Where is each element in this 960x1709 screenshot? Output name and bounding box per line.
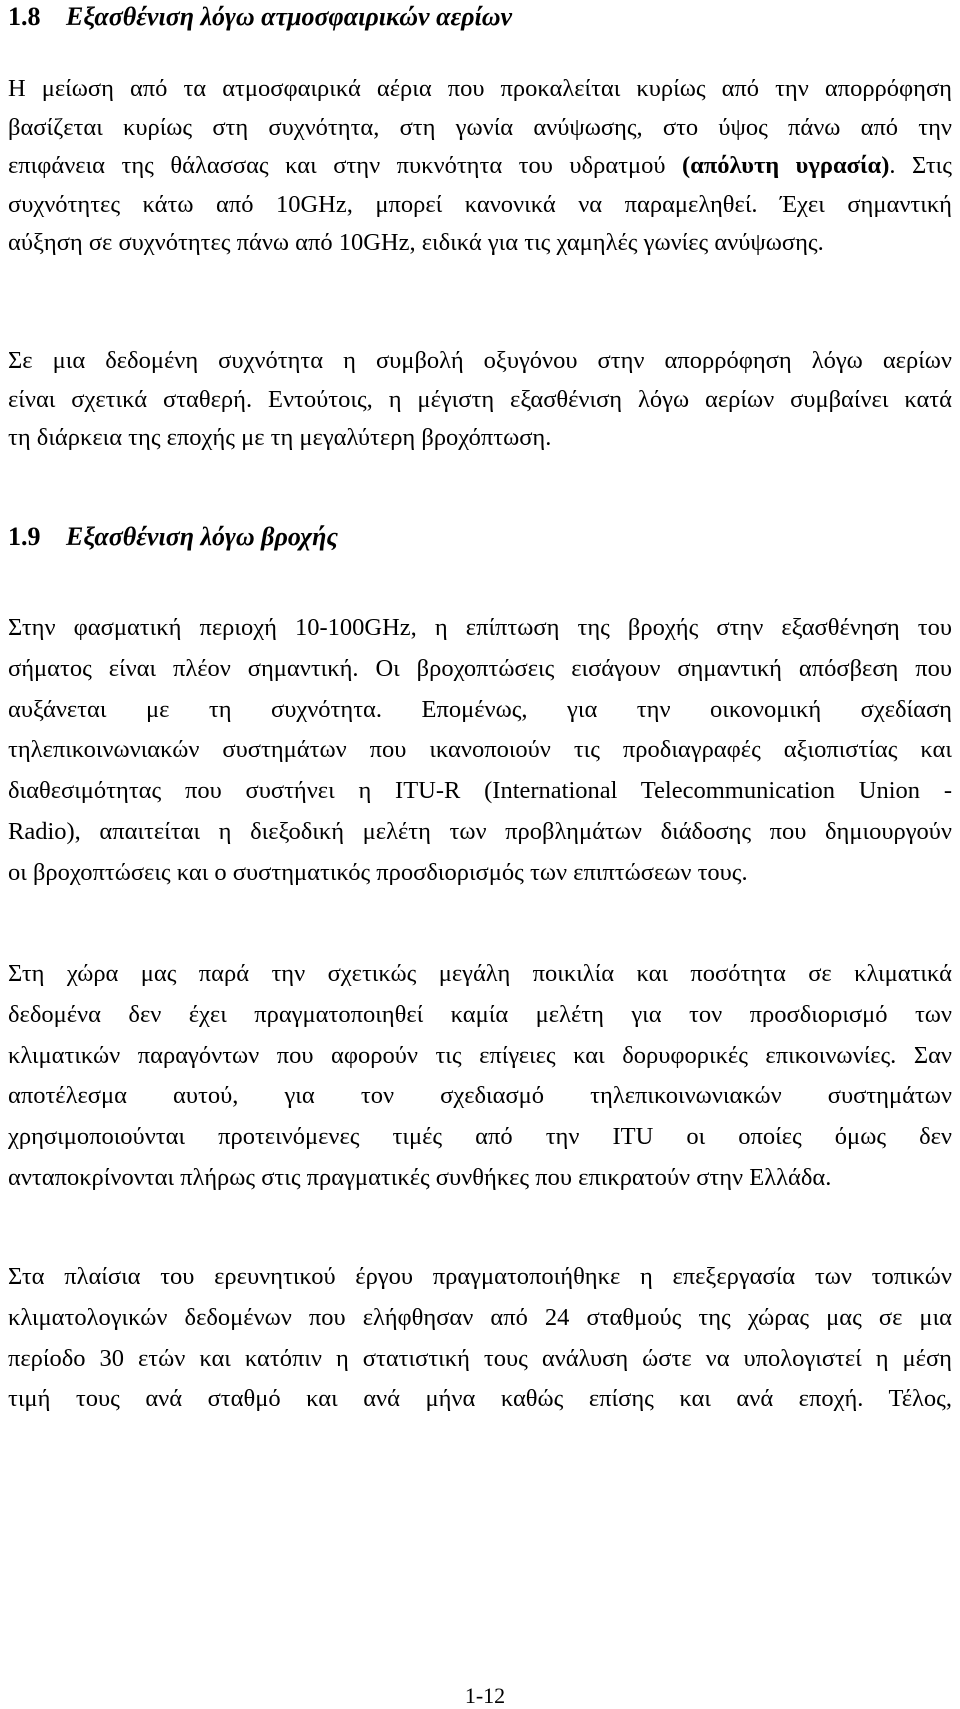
paragraph-greek-climate-data bbox=[8, 954, 952, 1199]
section-title: Εξασθένιση λόγω ατμοσφαιρικών αερίων bbox=[66, 2, 513, 31]
text-line: τιμή τους ανά σταθμό και ανά μήνα καθώς επίσης και ανά εποχή. Τέλος, bbox=[8, 1385, 952, 1413]
section-title: Εξασθένιση λόγω βροχής bbox=[66, 522, 338, 551]
text-line: αυξάνεται με τη συχνότητα. Επομένως, για την οικονομική σχεδίαση bbox=[8, 695, 952, 723]
text-line: Στη χώρα μας παρά την σχετικώς μεγάλη ποικιλία και ποσότητα σε κλιματικά bbox=[8, 960, 952, 987]
text-line: Η μείωση από τα ατμοσφαιρικά αέρια που προκαλείται κυρίως από την απορρόφηση bbox=[8, 75, 952, 102]
text-line: βασίζεται κυρίως στη συχνότητα, στη γωνία ανύψωσης, στο ύψος πάνω από την bbox=[8, 113, 952, 141]
text-line: συχνότητες κάτω από 10GHz, μπορεί κανονικά να παραμεληθεί. Έχει σημαντική bbox=[8, 190, 952, 218]
text-line: είναι σχετικά σταθερή. Εντούτοις, η μέγιστη εξασθένιση λόγω αερίων συμβαίνει κατά bbox=[8, 385, 952, 413]
bold-term: (απόλυτη υγρασία) bbox=[682, 152, 890, 180]
text-line: αποτέλεσμα αυτού, για τον σχεδιασμό τηλεπικοινωνιακών συστημάτων bbox=[8, 1082, 952, 1110]
text-line: Σε μια δεδομένη συχνότητα η συμβολή οξυγόνου στην απορρόφηση λόγω αερίων bbox=[8, 347, 952, 374]
text-line: κλιματικών παραγόντων που αφορούν τις επίγειες και δορυφορικές επικοινωνίες. Σαν bbox=[8, 1041, 952, 1069]
text-line: δεδομένα δεν έχει πραγματοποιηθεί καμία μελέτη για τον προσδιορισμό των bbox=[8, 1000, 952, 1028]
text-line: Στα πλαίσια του ερευνητικού έργου πραγματοποιήθηκε η επεξεργασία των τοπικών bbox=[8, 1263, 952, 1290]
text-fragment: . Στις bbox=[889, 152, 952, 180]
text-line: Radio), απαιτείται η διεξοδική μελέτη των προβλημάτων διάδοσης που δημιουργούν bbox=[8, 817, 952, 845]
text-line: τηλεπικοινωνιακών συστημάτων που ικανοποιούν τις προδιαγραφές αξιοπιστίας και bbox=[8, 736, 952, 764]
text-line: οι βροχοπτώσεις και ο συστηματικός προσδιορισμός των επιπτώσεων τους. bbox=[8, 858, 748, 886]
paragraph-atmospheric-gases bbox=[8, 70, 952, 263]
paragraph-rain-attenuation bbox=[8, 608, 952, 894]
text-fragment: επιφάνεια της θάλασσας και στην πυκνότητα του υδρατμού bbox=[8, 152, 683, 180]
section-number: 1.9 bbox=[8, 522, 41, 551]
text-line: κλιματολογικών δεδομένων που ελήφθησαν από 24 σταθμούς της χώρας μας σε μια bbox=[8, 1303, 952, 1331]
text-line: περίοδο 30 ετών και κατόπιν η στατιστική τους ανάλυση ώστε να υπολογιστεί η μέση bbox=[8, 1344, 952, 1372]
text-line: αύξηση σε συχνότητες πάνω από 10GHz, ειδικά για τις χαμηλές γωνίες ανύψωσης. bbox=[8, 229, 824, 257]
section-heading-1-8 bbox=[8, 2, 512, 32]
page-footer bbox=[0, 1684, 960, 1708]
text-line: ανταποκρίνονται πλήρως στις πραγματικές συνθήκες που επικρατούν στην Ελλάδα. bbox=[8, 1163, 832, 1191]
text-line: χρησιμοποιούνται προτεινόμενες τιμές από την ITU οι οποίες όμως δεν bbox=[8, 1123, 952, 1151]
text-line: διαθεσιμότητας που συστήνει η ITU-R (International Telecommunication Union - bbox=[8, 777, 952, 805]
section-heading-1-9 bbox=[8, 522, 338, 552]
text-line: τη διάρκεια της εποχής με τη μεγαλύτερη βροχόπτωση. bbox=[8, 424, 552, 452]
text-line: σήματος είναι πλέον σημαντική. Οι βροχοπτώσεις εισάγουν σημαντική απόσβεση που bbox=[8, 654, 952, 682]
paragraph-oxygen-contribution bbox=[8, 342, 952, 458]
text-line bbox=[8, 147, 952, 186]
text-line: Στην φασματική περιοχή 10-100GHz, η επίπτωση της βροχής στην εξασθένηση του bbox=[8, 614, 952, 641]
page-number: 1-12 bbox=[464, 1683, 506, 1708]
section-number: 1.8 bbox=[8, 2, 41, 31]
paragraph-research-project bbox=[8, 1257, 952, 1420]
